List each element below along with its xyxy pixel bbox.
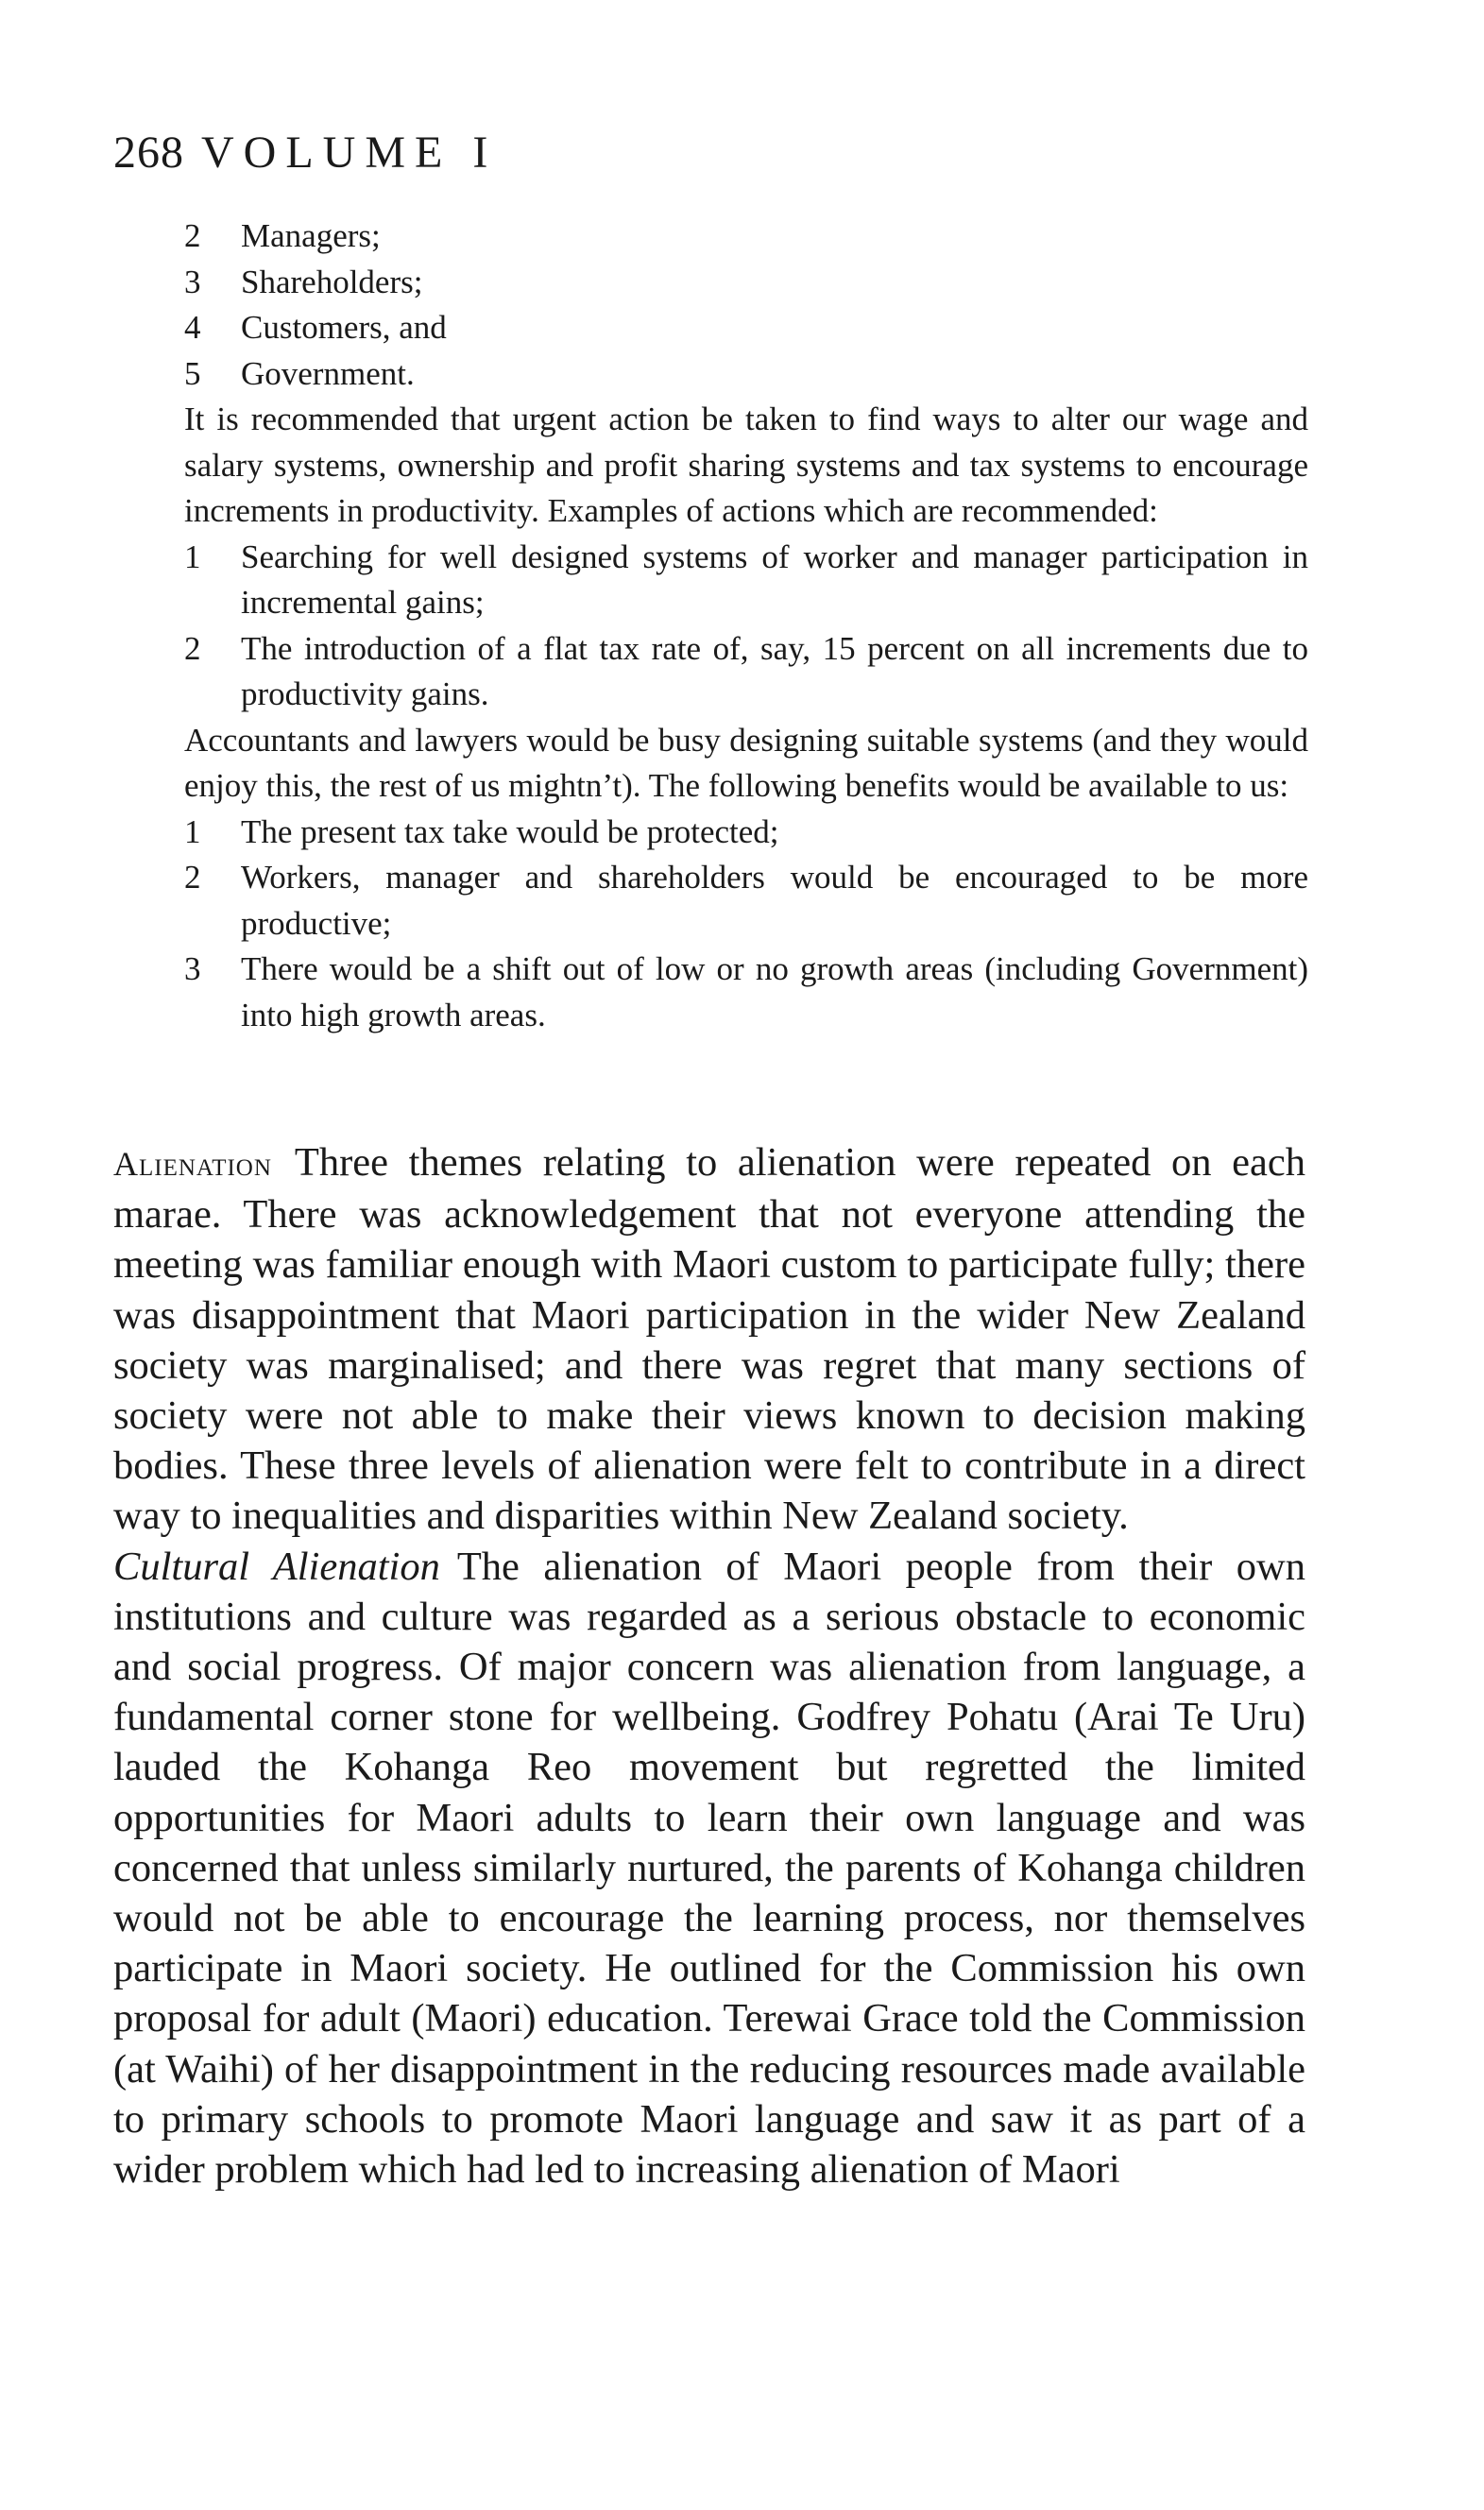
list-text: The introduction of a flat tax rate of, say, 15 percent on all increments due to productivity gains.	[241, 629, 1308, 712]
list-item	[184, 305, 1308, 351]
section-text: Three themes relating to alienation were repeated on each marae. There was acknowledgement that not everyone attending the meeting was familiar enough with Maori custom to participate fully; there was disappointment that Maori participation in the wider New Zealand society was marginalised; and there was regret that many sections of society were not able to make their views known to decision making bodies. These three levels of alienation were felt to contribute in a direct way to inequalities and disparities within New Zealand society.	[113, 1140, 1305, 1539]
actions-list	[184, 535, 1308, 718]
list-text: Customers, and	[241, 309, 447, 346]
list-number: 3	[184, 263, 201, 300]
stakeholder-list	[184, 213, 1308, 397]
list-number: 5	[184, 354, 201, 392]
paragraph-alienation	[113, 1137, 1305, 1542]
list-item	[184, 810, 1308, 856]
paragraph-recommendation: It is recommended that urgent action be taken to find ways to alter our wage and salary systems, ownership and profit sharing systems and tax systems to encourage increments in productivity. Examples of actions which are recommended:	[184, 401, 1308, 529]
volume-label: VOLUME I	[201, 128, 498, 178]
page-number: 268	[113, 128, 184, 178]
recommendations-block	[184, 213, 1308, 1038]
subsection-heading: Cultural Alienation	[113, 1544, 440, 1589]
list-number: 2	[184, 859, 201, 896]
list-item	[184, 535, 1308, 626]
list-item	[184, 213, 1308, 260]
list-text: The present tax take would be protected;	[241, 812, 779, 850]
list-text: Government.	[241, 354, 415, 392]
list-number: 1	[184, 812, 201, 850]
list-text: Searching for well designed systems of worker and manager participation in incremental gains;	[241, 538, 1308, 621]
list-text: Shareholders;	[241, 263, 423, 300]
list-number: 1	[184, 538, 201, 575]
list-item	[184, 855, 1308, 947]
running-head	[113, 125, 497, 181]
list-number: 2	[184, 217, 201, 254]
subsection-text: The alienation of Maori people from their own institutions and culture was regarded as a serious obstacle to economic and social progress. Of major concern was alienation from language, a fundamental corner stone for wellbeing. Godfrey Pohatu (Arai Te Uru) lauded the Kohanga Reo movement but regretted the limited opportunities for Maori adults to learn their own language and was concerned that unless similarly nurtured, the parents of Kohanga children would not be able to encourage the learning process, nor themselves participate in Maori society. He outlined for the Commission his own proposal for adult (Maori) education. Terewai Grace told the Commission (at Waihi) of her disappointment in the reducing resources made available to primary schools to promote Maori language and saw it as part of a wider problem which had led to increasing alienation of Maori	[113, 1544, 1305, 2193]
list-item	[184, 626, 1308, 718]
paragraph-cultural-alienation	[113, 1542, 1305, 2195]
list-text: There would be a shift out of low or no growth areas (including Government) into high growth areas.	[241, 950, 1308, 1033]
list-item	[184, 260, 1308, 306]
list-number: 3	[184, 950, 201, 987]
paragraph-accountants: Accountants and lawyers would be busy designing suitable systems (and they would enjoy this, the rest of us mightn’t). The following benefits would be available to us:	[184, 721, 1308, 804]
list-item	[184, 351, 1308, 398]
list-number: 4	[184, 309, 201, 346]
section-heading: Alienation	[113, 1145, 272, 1183]
list-text: Workers, manager and shareholders would be encouraged to be more productive;	[241, 859, 1308, 942]
list-number: 2	[184, 629, 201, 667]
list-text: Managers;	[241, 217, 381, 254]
benefits-list	[184, 810, 1308, 1039]
list-item	[184, 947, 1308, 1038]
alienation-section	[113, 1137, 1305, 2194]
